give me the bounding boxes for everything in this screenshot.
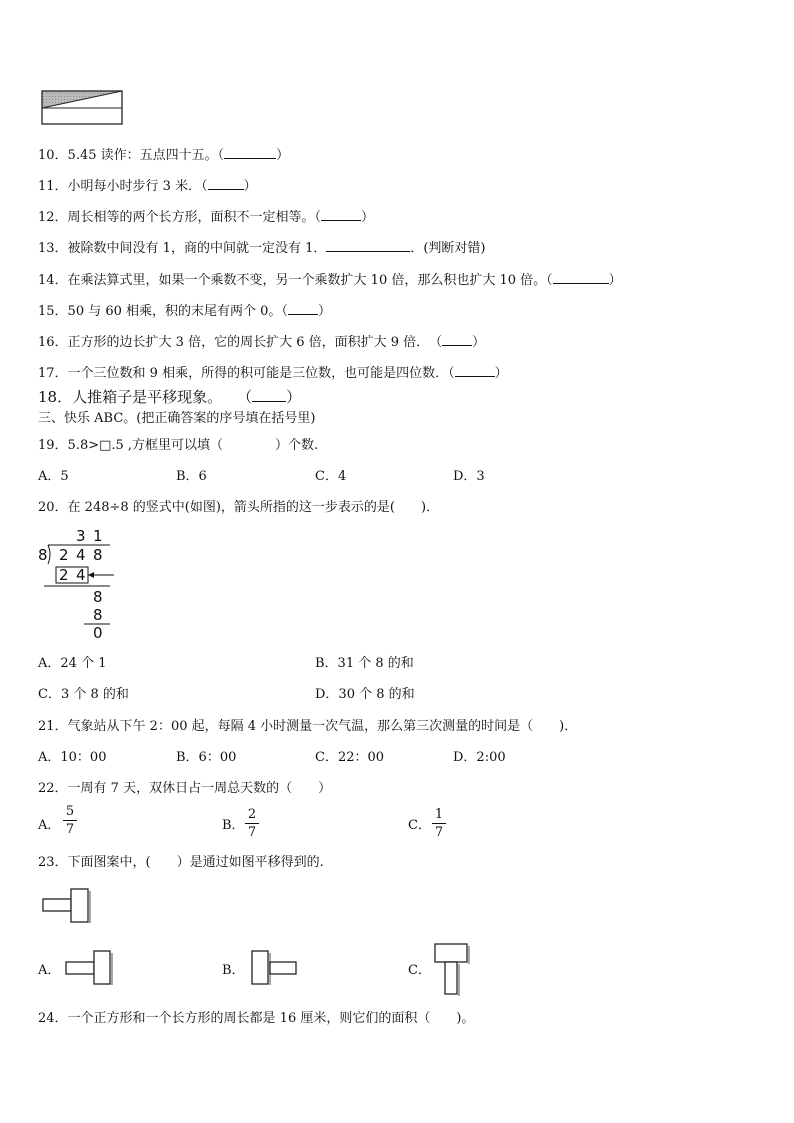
q22-option-a-label[interactable]: A．	[38, 818, 61, 833]
q21-option-d[interactable]: D．2:00	[453, 750, 506, 765]
answer-blank[interactable]	[442, 333, 472, 346]
q19-option-a[interactable]: A．5	[38, 469, 69, 484]
question-23: 23．下面图案中，( ）是通过如图平移得到的.	[38, 855, 324, 870]
answer-blank[interactable]	[326, 239, 410, 252]
step-digit: 2	[59, 566, 69, 584]
dividend-digit: 2	[59, 546, 69, 564]
q20-option-b[interactable]: B．31 个 8 的和	[315, 656, 414, 671]
q20-option-d[interactable]: D．30 个 8 的和	[315, 687, 415, 702]
question-24: 24．一个正方形和一个长方形的周长都是 16 厘米，则它们的面积（ )。	[38, 1011, 475, 1026]
question-21: 21．气象站从下午 2：00 起，每隔 4 小时测量一次气温，那么第三次测量的时间是（ )．	[38, 719, 578, 734]
step-digit: 8	[93, 588, 103, 606]
question-11: 11．小明每小时步行 3 米．（ ）	[38, 179, 257, 194]
question-15: 15．50 与 60 相乘，积的末尾有两个 0。（ ）	[38, 304, 331, 319]
q20-option-c[interactable]: C．3 个 8 的和	[38, 687, 129, 702]
question-17: 17．一个三位数和 9 相乘，所得的积可能是三位数，也可能是四位数．（ ）	[38, 366, 508, 381]
answer-blank[interactable]	[288, 302, 318, 315]
q20-option-a[interactable]: A．24 个 1	[38, 656, 107, 671]
question-20: 20．在 248÷8 的竖式中(如图)，箭头所指的这一步表示的是( )．	[38, 500, 440, 515]
q23-option-a-label[interactable]: A．	[38, 963, 61, 978]
question-19: 19．5.8>□.5 ,方框里可以填（ ）个数.	[38, 438, 319, 453]
long-division-lines	[36, 526, 126, 636]
q21-option-b[interactable]: B．6：00	[176, 750, 237, 765]
divisor: 8	[38, 546, 48, 564]
question-16: 16．正方形的边长扩大 3 倍，它的周长扩大 6 倍，面积扩大 9 倍． （ ）	[38, 335, 486, 350]
q23-option-c-label[interactable]: C．	[408, 963, 431, 978]
q22-option-c-fraction: 1 7	[432, 807, 446, 840]
answer-blank[interactable]	[455, 364, 495, 377]
q21-option-a[interactable]: A．10：00	[38, 750, 107, 765]
section-3-heading: 三、快乐 ABC。(把正确答案的序号填在括号里)	[38, 411, 316, 426]
q23-option-b-shape[interactable]	[250, 950, 300, 986]
q22-option-a-fraction: 5 7	[63, 804, 77, 837]
q23-option-c-shape[interactable]	[433, 942, 473, 998]
question-14: 14．在乘法算式里，如果一个乘数不变，另一个乘数扩大 10 倍，那么积也扩大 10 倍。（ ）	[38, 273, 622, 288]
answer-blank[interactable]	[321, 208, 361, 221]
q23-option-b-label[interactable]: B．	[222, 963, 245, 978]
question-13: 13．被除数中间没有 1，商的中间就一定没有 1． ．(判断对错)	[38, 241, 486, 256]
remainder-digit: 0	[93, 624, 103, 642]
quotient-digit: 1	[93, 527, 103, 545]
question-18: 18．人推箱子是平移现象。 （ ）	[38, 388, 302, 406]
q22-option-b-fraction: 2 7	[245, 807, 259, 840]
question-10: 10．5.45 读作：五点四十五。（ ）	[38, 148, 290, 163]
question-12: 12．周长相等的两个长方形，面积不一定相等。（ ）	[38, 210, 375, 225]
dividend-digit: 4	[76, 546, 86, 564]
answer-blank[interactable]	[252, 389, 286, 402]
answer-blank[interactable]	[224, 146, 276, 159]
q23-option-a-shape[interactable]	[64, 950, 114, 986]
q19-option-d[interactable]: D．3	[453, 469, 485, 484]
quotient-digit: 3	[76, 527, 86, 545]
q22-option-b-label[interactable]: B．	[222, 818, 245, 833]
q22-option-c-label[interactable]: C．	[408, 818, 431, 833]
answer-blank[interactable]	[208, 177, 244, 190]
top-figure	[40, 90, 126, 126]
question-22: 22．一周有 7 天，双休日占一周总天数的（ ）	[38, 781, 332, 796]
q19-option-b[interactable]: B．6	[176, 469, 207, 484]
step-digit: 8	[93, 606, 103, 624]
answer-blank[interactable]	[553, 271, 609, 284]
q19-option-c[interactable]: C．4	[315, 469, 347, 484]
q23-reference-shape	[42, 888, 94, 924]
dividend-digit: 8	[93, 546, 103, 564]
step-digit: 4	[76, 566, 86, 584]
q21-option-c[interactable]: C．22：00	[315, 750, 385, 765]
